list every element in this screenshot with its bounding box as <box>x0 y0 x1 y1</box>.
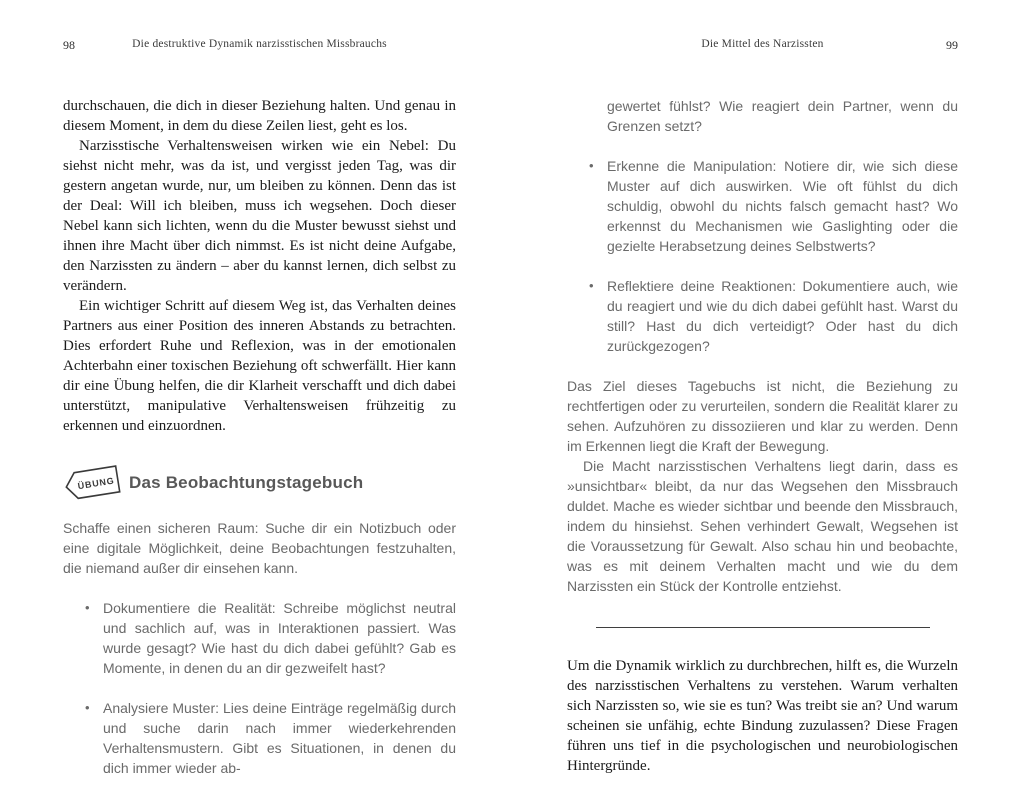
page-body-right <box>567 96 958 776</box>
page-number-left: 98 <box>63 38 75 52</box>
bullet-marker-icon: • <box>589 158 594 173</box>
bullet-list-left <box>63 598 456 778</box>
exercise-badge-icon <box>63 462 121 504</box>
list-item-text: Reflektiere deine Reaktionen: Dokumentiere auch, wie du reagiert und wie du dich dabei gefühlt hast. Warst du still? Hast du dich verteidigt? Oder hast du dich zurückgezogen? <box>607 278 958 354</box>
bullet-marker-icon: • <box>589 278 594 293</box>
paragraph: Die Macht narzisstischen Verhaltens liegt darin, dass es »unsichtbar« bleibt, da nur das Wegsehen den Missbrauch duldet. Mache es wieder sichtbar und beende den Missbrauch, indem du hinsiehst. Sehen verhindert Gewalt, Wegsehen ist die Voraussetzung für Gewalt. Also schau hin und beobachte, was es mit deinem Verhalten macht und wie du dem Narzissten ein Stück der Kontrolle entziehst. <box>567 458 958 594</box>
page-number-right: 99 <box>946 38 958 52</box>
running-head-left: Die destruktive Dynamik narzisstischen Missbrauchs <box>132 38 387 50</box>
exercise-title: Das Beobachtungstagebuch <box>129 473 364 492</box>
paragraph: Das Ziel dieses Tagebuchs ist nicht, die Beziehung zu rechtfertigen oder zu verurteilen, sondern die Realität klarer zu sehen. Aufzuhören zu dissoziieren und klar zu werden. Denn im Erkennen liegt die Kraft der Bewegung. <box>567 378 958 454</box>
exercise-badge-label: ÜBUNG <box>77 475 116 492</box>
paragraph: Ein wichtiger Schritt auf diesem Weg ist, das Verhalten deines Partners aus einer Position des inneren Abstands zu betrachten. Dies erfordert Ruhe und Reflexion, was in der emotionalen Achterbahn einer toxischen Beziehung oft schwerfällt. Hier kann dir eine Übung helfen, die dir Klarheit verschafft und dich dabei unterstützt, manipulative Verhaltensweisen frühzeitig zu erkennen und einzuordnen. <box>63 298 456 434</box>
paragraph: durchschauen, die dich in dieser Beziehung halten. Und genau in diesem Moment, in dem du diese Zeilen liest, geht es los. <box>63 98 456 134</box>
exercise-heading <box>63 460 456 506</box>
list-item <box>567 276 958 356</box>
page-body-left <box>63 96 456 778</box>
exercise-intro: Schaffe einen sicheren Raum: Suche dir ein Notizbuch oder eine digitale Möglichkeit, deine Beobachtungen festzuhalten, die niemand außer dir einsehen kann. <box>63 520 456 576</box>
list-item-text: Dokumentiere die Realität: Schreibe möglichst neutral und sachlich auf, was in Interaktionen passiert. Was wurde gesagt? Wie hast du dich dabei gefühlt? Gab es Momente, in denen du an dir gezweifelt hast? <box>103 600 456 676</box>
bullet-marker-icon: • <box>85 600 90 615</box>
section-divider <box>596 627 930 628</box>
page-left <box>63 0 456 793</box>
closing-paragraph: Um die Dynamik wirklich zu durchbrechen, hilft es, die Wurzeln des narzisstischen Verhaltens zu verstehen. Warum verhalten sich Narzissten so, wie sie es tun? Was treibt sie an? Und warum scheinen sie unfähig, echte Bindung zuzulassen? Diese Fragen führen uns tief in die psychologischen und neurobiologischen Hintergründe. <box>567 658 958 774</box>
bullet-marker-icon: • <box>85 700 90 715</box>
page-right <box>567 0 958 793</box>
running-head-right: Die Mittel des Narzissten <box>701 38 824 50</box>
list-item-text: Analysiere Muster: Lies deine Einträge regelmäßig durch und suche darin nach immer wiederkehrenden Verhaltensmustern. Gibt es Situationen, in denen du dich immer wieder ab- <box>103 700 456 776</box>
list-item <box>63 698 456 778</box>
page-header-left <box>63 38 456 54</box>
list-item <box>567 156 958 256</box>
bullet-continuation: gewertet fühlst? Wie reagiert dein Partner, wenn du Grenzen setzt? <box>607 98 958 134</box>
list-item-text: Erkenne die Manipulation: Notiere dir, wie sich diese Muster auf dich auswirken. Wie oft fühlst du dich schuldig, obwohl du nichts falsch gemacht hast? Wo erkennst du Mechanismen wie Gaslighting oder die gezielte Herabsetzung deines Selbstwerts? <box>607 158 958 254</box>
bullet-list-right <box>567 156 958 356</box>
paragraph: Narzisstische Verhaltensweisen wirken wie ein Nebel: Du siehst nicht mehr, was da ist, und vergisst jeden Tag, was dir gestern angetan wurde, nur, um bleiben zu können. Denn das ist der Deal: Will ich bleiben, muss ich wegsehen. Doch dieser Nebel kann sich lichten, wenn du die Muster bewusst siehst und ihnen ihre Macht über dich nimmst. Es ist nicht deine Aufgabe, den Narzissten zu ändern – aber du kannst lernen, dich selbst zu verändern. <box>63 138 456 294</box>
page-header-right <box>567 38 958 54</box>
list-item <box>63 598 456 678</box>
